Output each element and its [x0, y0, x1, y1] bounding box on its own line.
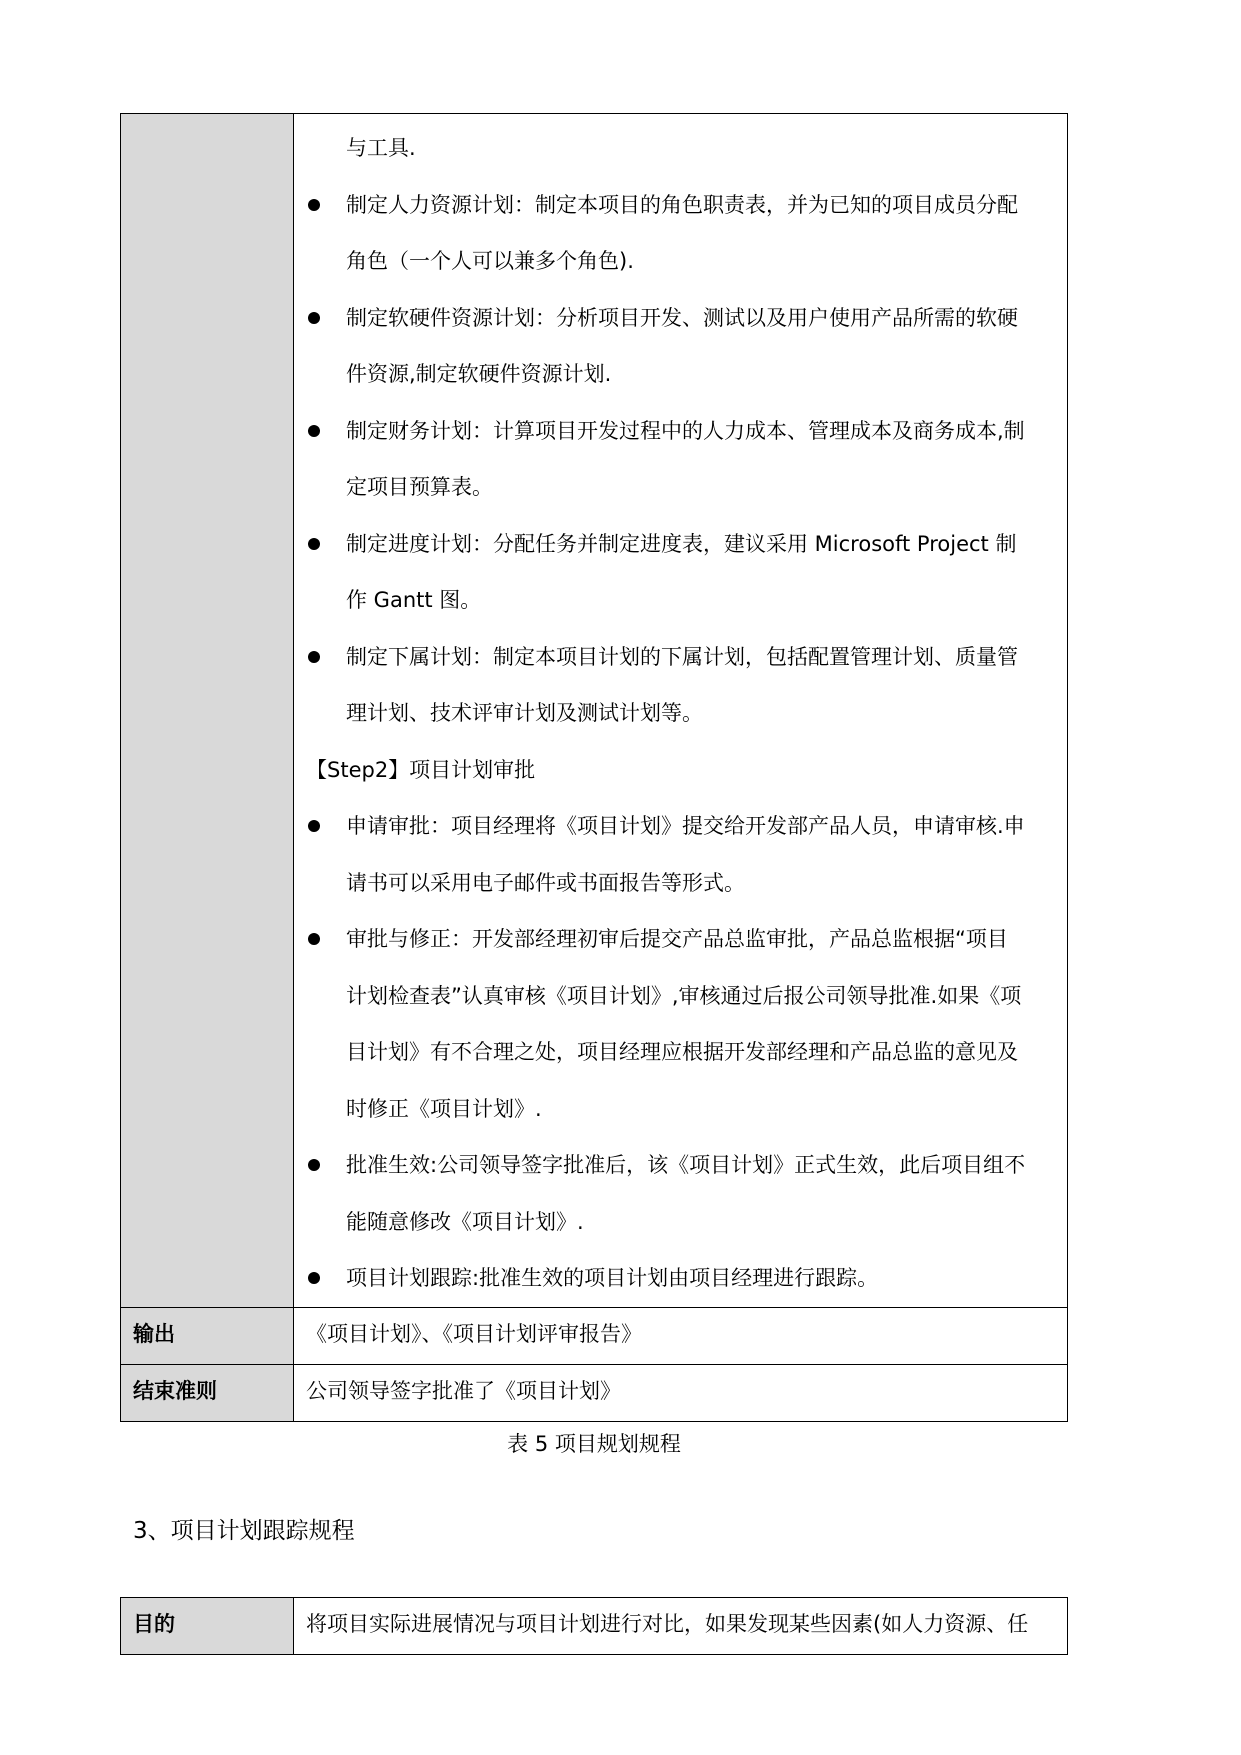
procedure-table: [120, 113, 1068, 1422]
text-line: [306, 572, 1057, 629]
text-line: [306, 120, 1057, 177]
text-line: [306, 968, 1057, 1025]
line-text: 制定进度计划：分配任务并制定进度表，建议采用 Microsoft Project 制: [346, 531, 1017, 556]
line-text: 制定财务计划：计算项目开发过程中的人力成本、管理成本及商务成本,制: [346, 418, 1025, 443]
line-text: 目计划》有不合理之处，项目经理应根据开发部经理和产品总监的意见及: [346, 1040, 1018, 1064]
text-line: [306, 459, 1057, 516]
line-text: 时修正《项目计划》.: [346, 1096, 542, 1121]
line-text: 角色（一个人可以兼多个角色).: [346, 249, 634, 273]
line-text: 制定人力资源计划：制定本项目的角色职责表，并为已知的项目成员分配: [346, 192, 1018, 217]
bullet-item-line: [306, 911, 1057, 968]
bullet-item-line: [306, 798, 1057, 855]
line-text: 计划检查表”认真审核《项目计划》,审核通过后报公司领导批准.如果《项: [346, 983, 1022, 1008]
bullet-item-line: [306, 403, 1057, 460]
text-line: [306, 742, 1057, 799]
bullet-dot-icon: [308, 199, 320, 211]
bullet-item-line: [306, 1250, 1057, 1307]
line-text: 能随意修改《项目计划》.: [346, 1209, 584, 1234]
bullet-item-line: [306, 290, 1057, 347]
output-value: 《项目计划》、《项目计划评审报告》: [294, 1307, 1068, 1364]
end-criteria-value: 公司领导签字批准了《项目计划》: [294, 1364, 1068, 1421]
bullet-item-line: [306, 516, 1057, 573]
line-text: 制定下属计划：制定本项目计划的下属计划，包括配置管理计划、质量管: [346, 644, 1018, 669]
text-line: [306, 1081, 1057, 1138]
text-line: [306, 685, 1057, 742]
text-line: [306, 1024, 1057, 1081]
steps-list: [306, 120, 1057, 1307]
tracking-table: [120, 1597, 1068, 1655]
bullet-dot-icon: [308, 312, 320, 324]
line-text: 申请审批：项目经理将《项目计划》提交给开发部产品人员，申请审核.申: [346, 814, 1025, 838]
steps-cell: [294, 114, 1068, 1308]
line-text: 与工具.: [346, 136, 416, 160]
purpose-label: 目的: [121, 1598, 294, 1655]
text-line: [306, 1194, 1057, 1251]
text-line: [306, 855, 1057, 912]
line-text: 件资源,制定软硬件资源计划.: [346, 362, 612, 386]
line-text: 制定软硬件资源计划：分析项目开发、测试以及用户使用产品所需的软硬: [346, 305, 1018, 330]
line-text: 【Step2】项目计划审批: [306, 757, 536, 782]
bullet-dot-icon: [308, 1159, 320, 1171]
continued-label-cell: [121, 114, 294, 1308]
line-text: 理计划、技术评审计划及测试计划等。: [346, 701, 703, 725]
bullet-dot-icon: [308, 820, 320, 832]
text-line: [306, 233, 1057, 290]
purpose-value: 将项目实际进展情况与项目计划进行对比，如果发现某些因素(如人力资源、任: [294, 1598, 1068, 1655]
text-line: [306, 346, 1057, 403]
bullet-dot-icon: [308, 425, 320, 437]
line-text: 批准生效:公司领导签字批准后，该《项目计划》正式生效，此后项目组不: [346, 1153, 1026, 1177]
line-text: 项目计划跟踪:批准生效的项目计划由项目经理进行跟踪。: [346, 1266, 879, 1290]
line-text: 审批与修正：开发部经理初审后提交产品总监审批，产品总监根据“项目: [346, 927, 1008, 951]
section-heading: 3、项目计划跟踪规程: [133, 1518, 355, 1544]
bullet-dot-icon: [308, 538, 320, 550]
bullet-dot-icon: [308, 933, 320, 945]
line-text: 作 Gantt 图。: [346, 588, 482, 612]
end-criteria-label: 结束准则: [121, 1364, 294, 1421]
bullet-item-line: [306, 177, 1057, 234]
output-label: 输出: [121, 1307, 294, 1364]
bullet-item-line: [306, 1137, 1057, 1194]
bullet-dot-icon: [308, 651, 320, 663]
line-text: 请书可以采用电子邮件或书面报告等形式。: [346, 870, 745, 895]
table-caption: 表 5 项目规划规程: [507, 1432, 681, 1456]
line-text: 定项目预算表。: [346, 475, 493, 499]
bullet-item-line: [306, 629, 1057, 686]
bullet-dot-icon: [308, 1272, 320, 1284]
